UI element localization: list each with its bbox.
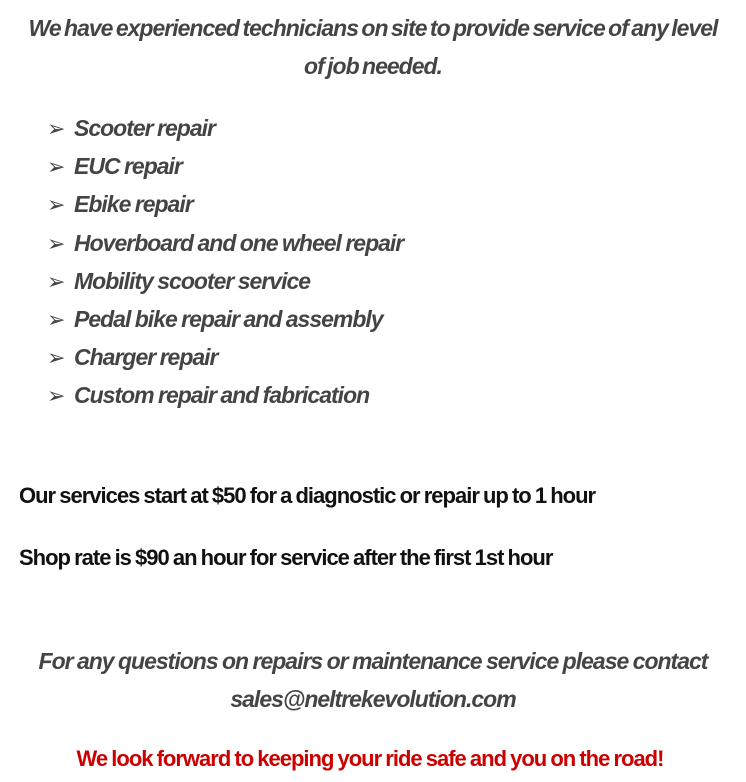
contact-paragraph (10, 642, 736, 718)
list-item (47, 224, 403, 262)
arrow-bullet-icon: ➢ (47, 306, 66, 332)
contact-email: sales@neltrekevolution.com (230, 686, 516, 712)
service-label: EUC repair (74, 153, 182, 180)
arrow-bullet-icon: ➢ (47, 154, 66, 180)
list-item (47, 338, 403, 376)
arrow-bullet-icon: ➢ (47, 268, 66, 294)
arrow-bullet-icon: ➢ (47, 192, 66, 218)
arrow-bullet-icon: ➢ (47, 230, 66, 256)
contact-line: For any questions on repairs or maintenance service please contact (38, 648, 708, 674)
list-item (47, 262, 403, 300)
service-label: Hoverboard and one wheel repair (74, 229, 404, 256)
base-price-text: Our services start at $50 for a diagnostic or repair up to 1 hour (19, 483, 596, 508)
arrow-bullet-icon: ➢ (47, 116, 66, 141)
list-item (47, 300, 403, 338)
list-item (47, 185, 403, 223)
list-item (47, 147, 403, 185)
list-item (47, 109, 403, 147)
intro-line-1: We have experienced technicians on site to provide service of any level (28, 15, 718, 41)
service-label: Charger repair (74, 344, 218, 371)
services-list (47, 109, 403, 415)
service-label: Custom repair and fabrication (74, 382, 370, 409)
service-label: Ebike repair (74, 191, 193, 218)
list-item (47, 376, 403, 414)
arrow-bullet-icon: ➢ (47, 345, 66, 371)
arrow-bullet-icon: ➢ (47, 383, 66, 409)
service-label: Mobility scooter service (74, 267, 311, 294)
closing-message: We look forward to keeping your ride safe and you on the road! (76, 746, 664, 771)
service-label: Pedal bike repair and assembly (74, 305, 383, 332)
intro-paragraph (10, 9, 736, 85)
service-label: Scooter repair (74, 115, 215, 141)
hourly-rate-text: Shop rate is $90 an hour for service after the first 1st hour (19, 545, 553, 570)
intro-line-2: of job needed. (304, 53, 442, 79)
